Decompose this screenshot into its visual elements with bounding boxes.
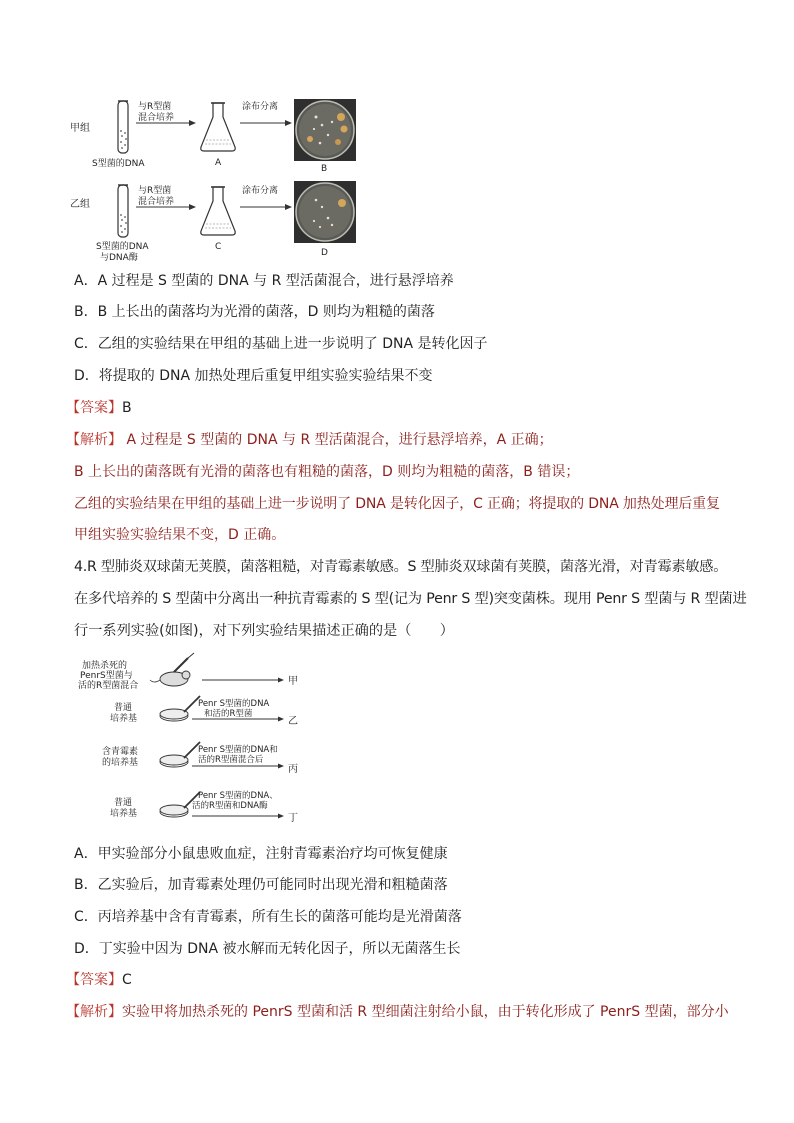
q3-option-a: A．A 过程是 S 型菌的 DNA 与 R 型活菌混合，进行悬浮培养	[74, 273, 454, 289]
dish-b-label: B	[321, 164, 328, 174]
q3-analysis-line-1	[66, 430, 553, 450]
arrow-ding-label: Penr S型菌的DNA、活的R型菌和DNA酶	[192, 791, 278, 811]
tube-jia-label: S型菌的DNA	[92, 159, 145, 169]
plate-ding-label: 普通培养基	[110, 798, 138, 819]
q4-stem-line-2: 在多代培养的 S 型菌中分离出一种抗青霉素的 S 型(记为 Penr S 型)突变菌株。现用 Penr S 型菌与 R 型菌进	[74, 591, 747, 607]
q3-option-b: B．B 上长出的菌落均为光滑的菌落，D 则均为粗糙的菌落	[74, 304, 435, 320]
q4-stem-line-3: 行一系列实验(如图)，对下列实验结果描述正确的是（ ）	[74, 623, 454, 639]
group-yi-label: 乙组	[70, 199, 90, 210]
arrow-yi-label: Penr S型菌的DNA 和活的R型菌	[198, 699, 270, 719]
petri-dish-b	[294, 99, 356, 161]
result-ding: 丁	[288, 813, 298, 824]
q3-option-c: C．乙组的实验结果在甲组的基础上进一步说明了 DNA 是转化因子	[74, 336, 488, 352]
figure-penr-experiments	[74, 650, 334, 828]
yi-arrow-label: 与R型菌混合培养	[138, 186, 175, 207]
plate-bing	[160, 755, 188, 767]
q4-stem-line-1: 4.R 型肺炎双球菌无荚膜，菌落粗糙，对青霉素敏感。S 型肺炎双球菌有荚膜，菌落光滑，对青霉素敏感。	[74, 559, 728, 575]
plate-bing-label: 含青霉素的培养基	[102, 747, 139, 768]
test-tube-yi	[118, 185, 128, 237]
tube-yi-label: S型菌的DNA 与DNA酶	[96, 242, 149, 263]
q4-answer-bracket: 【答案】	[66, 972, 122, 988]
q3-analysis-line-2: B 上长出的菌落既有光滑的菌落也有粗糙的菌落，D 则均为粗糙的菌落，B 错误；	[74, 464, 580, 480]
q4-analysis-line-1	[66, 1002, 729, 1022]
figure-transformation-experiment	[70, 95, 370, 265]
q3-analysis-line-3: 乙组的实验结果在甲组的基础上进一步说明了 DNA 是转化因子，C 正确；将提取的 DNA 加热处理后重复	[74, 496, 720, 512]
spread-label-yi: 涂布分离	[242, 186, 279, 196]
flask-a	[201, 103, 235, 151]
result-bing: 丙	[288, 764, 298, 775]
q4-analysis-bracket: 【解析】	[66, 1004, 122, 1020]
q3-answer-bracket: 【答案】	[66, 400, 122, 416]
petri-dish-d	[294, 181, 356, 243]
q3-answer-value: B	[122, 400, 132, 416]
flask-a-label: A	[215, 158, 222, 168]
plate-ding	[160, 805, 188, 817]
mouse-with-syringe-icon	[150, 653, 194, 686]
q3-answer	[66, 398, 132, 418]
q3-analysis-line-4: 甲组实验实验结果不变，D 正确。	[74, 527, 286, 543]
group-jia-label: 甲组	[70, 123, 90, 134]
spread-label-jia: 涂布分离	[242, 102, 279, 112]
result-jia: 甲	[288, 676, 298, 687]
jia-arrow-label: 与R型菌混合培养	[138, 102, 175, 123]
dish-d-label: D	[321, 248, 328, 258]
q4-option-c: C．丙培养基中含有青霉素，所有生长的菌落可能均是光滑菌落	[74, 909, 462, 925]
q4-analysis-text: 实验甲将加热杀死的 PenrS 型菌和活 R 型细菌注射给小鼠，由于转化形成了 PenrS 型菌，部分小	[122, 1004, 729, 1020]
mouse-row-label: 加热杀死的 PenrS型菌与活的R型菌混合	[78, 661, 139, 691]
plate-yi-label: 普通培养基	[110, 703, 138, 724]
q4-answer-value: C	[122, 972, 132, 988]
result-yi: 乙	[288, 716, 298, 727]
q4-answer	[66, 970, 132, 990]
plate-yi	[160, 709, 188, 721]
test-tube-jia	[118, 101, 128, 153]
q3-analysis-bracket: 【解析】	[66, 432, 122, 448]
q3-option-d: D．将提取的 DNA 加热处理后重复甲组实验实验结果不变	[74, 368, 433, 384]
q4-option-b: B．乙实验后，加青霉素处理仍可能同时出现光滑和粗糙菌落	[74, 877, 448, 893]
flask-c-label: C	[215, 242, 222, 252]
flask-c	[201, 187, 235, 235]
q4-option-a: A．甲实验部分小鼠患败血症，注射青霉素治疗均可恢复健康	[74, 846, 448, 862]
q4-option-d: D．丁实验中因为 DNA 被水解而无转化因子，所以无菌落生长	[74, 941, 461, 957]
arrow-bing-label: Penr S型菌的DNA和活的R型菌混合后	[198, 745, 278, 765]
q3-analysis-text-1: A 过程是 S 型菌的 DNA 与 R 型活菌混合，进行悬浮培养，A 正确；	[122, 432, 553, 448]
